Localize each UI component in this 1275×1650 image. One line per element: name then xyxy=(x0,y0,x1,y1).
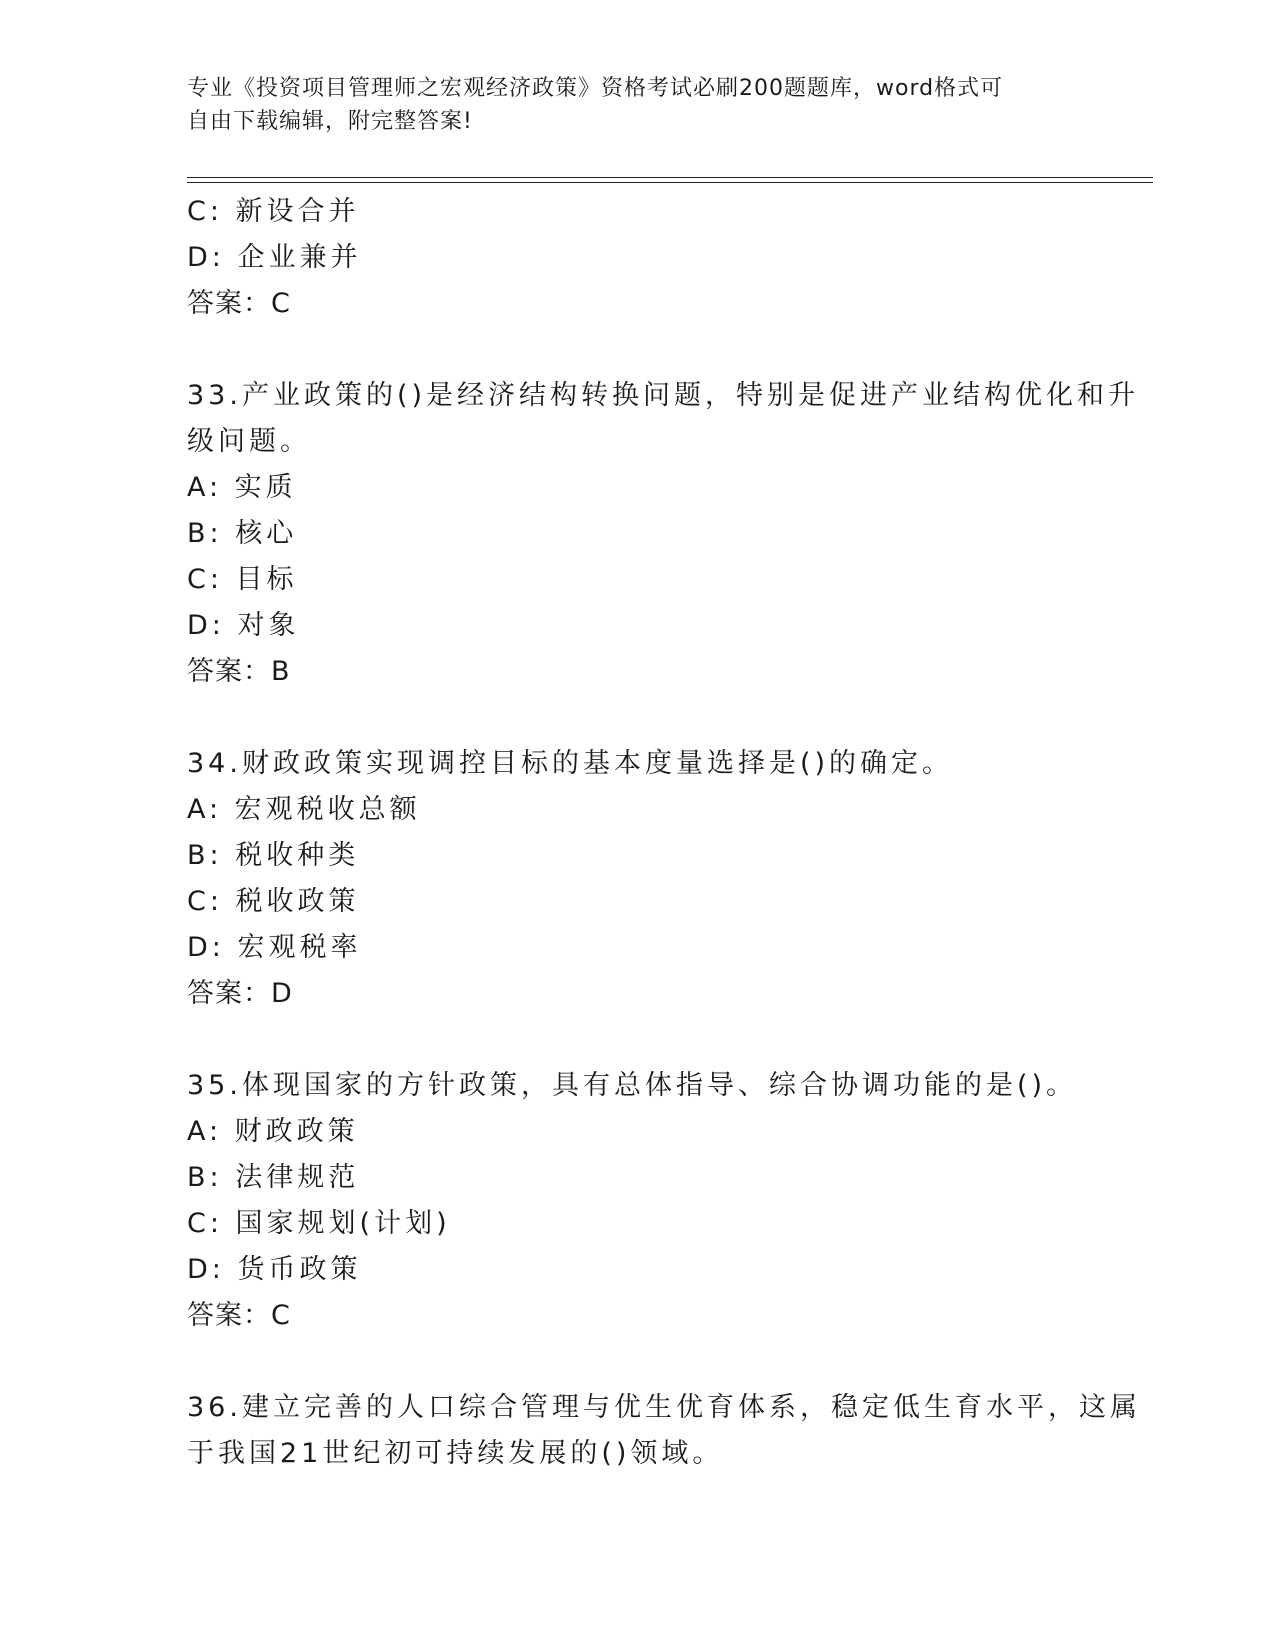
header-line-2: 自由下载编辑，附完整答案! xyxy=(187,109,473,134)
option-a: A: 财政政策 xyxy=(187,1116,359,1147)
question-content xyxy=(187,189,1141,1477)
question-stem-continued: 级问题。 xyxy=(187,426,311,457)
answer-line: 答案：B xyxy=(187,656,291,687)
carryover-block xyxy=(187,189,1087,327)
option-b: B: 税收种类 xyxy=(187,840,360,871)
question-stem-continued: 于我国21世纪初可持续发展的()领域。 xyxy=(187,1438,724,1469)
question-stem: 36.建立完善的人口综合管理与优生优育体系，稳定低生育水平，这属 xyxy=(187,1392,1141,1423)
option-d: D: 企业兼并 xyxy=(187,242,362,273)
answer-line: 答案：C xyxy=(187,288,291,319)
option-b: B: 核心 xyxy=(187,518,298,549)
option-d: D: 对象 xyxy=(187,610,300,641)
header-divider-bottom xyxy=(187,182,1153,183)
question-stem: 33.产业政策的()是经济结构转换问题，特别是促进产业结构优化和升 xyxy=(187,380,1140,411)
question-stem: 35.体现国家的方针政策，具有总体指导、综合协调功能的是()。 xyxy=(187,1070,1078,1101)
option-c: C: 目标 xyxy=(187,564,298,595)
option-a: A: 宏观税收总额 xyxy=(187,794,421,825)
question-stem: 34.财政政策实现调控目标的基本度量选择是()的确定。 xyxy=(187,748,954,779)
answer-line: 答案：D xyxy=(187,978,293,1009)
question-34 xyxy=(187,741,1087,1017)
document-header xyxy=(187,72,1077,138)
option-b: B: 法律规范 xyxy=(187,1162,360,1193)
option-a: A: 实质 xyxy=(187,472,297,503)
option-c: C: 新设合并 xyxy=(187,196,360,227)
option-c: C: 国家规划(计划) xyxy=(187,1208,451,1239)
header-line-1: 专业《投资项目管理师之宏观经济政策》资格考试必刷200题题库，word格式可 xyxy=(187,76,1004,101)
option-d: D: 货币政策 xyxy=(187,1254,362,1285)
question-36 xyxy=(187,1385,1141,1477)
answer-line: 答案：C xyxy=(187,1300,291,1331)
option-c: C: 税收政策 xyxy=(187,886,360,917)
question-33 xyxy=(187,373,1140,695)
header-divider-top xyxy=(187,177,1153,178)
option-d: D: 宏观税率 xyxy=(187,932,362,963)
question-35 xyxy=(187,1063,1087,1339)
